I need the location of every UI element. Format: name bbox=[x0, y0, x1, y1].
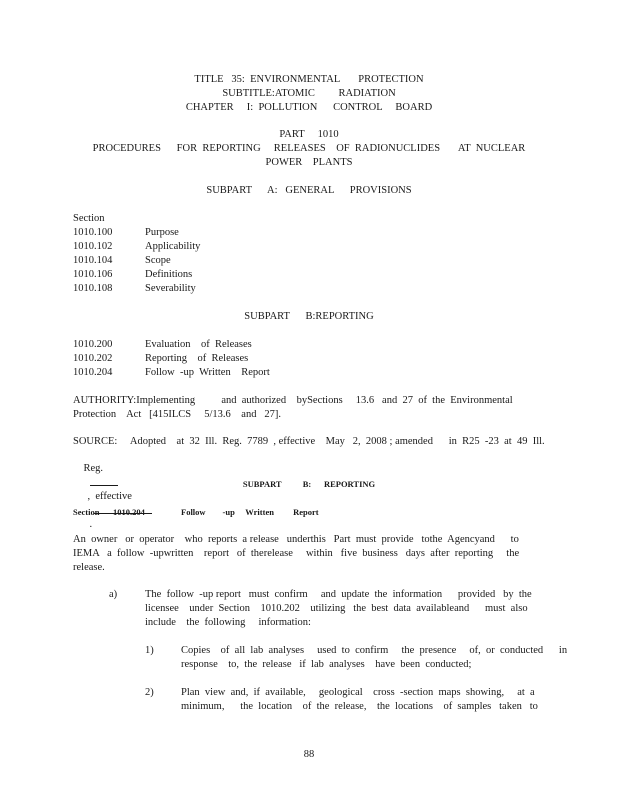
toc-number: 1010.200 bbox=[73, 339, 113, 350]
toc-number: 1010.106 bbox=[73, 269, 113, 280]
toc-number: 1010.108 bbox=[73, 283, 113, 294]
part-line: PART 1010 bbox=[279, 129, 339, 140]
toc-number: 1010.202 bbox=[73, 353, 113, 364]
subsection-a-line-2: licensee under Section 1010.202 utilizing the best data availableand must also bbox=[145, 603, 528, 614]
subpart-a-heading: SUBPART A: GENERAL PROVISIONS bbox=[206, 185, 412, 196]
item-1-line-2: response to, the release if lab analyses have been conducted; bbox=[181, 659, 472, 670]
intro-line-3: release. bbox=[73, 562, 105, 573]
part-title-line-2: POWER PLANTS bbox=[265, 157, 353, 168]
item-1-line-1: Copies of all lab analyses used to confirm the presence of, or conducted in bbox=[181, 645, 568, 656]
source-line-1: SOURCE: Adopted at 32 Ill. Reg. 7789 , effective May 2, 2008 ; amended in R25 -23 at 49 Ill. bbox=[73, 436, 545, 447]
toc-title: Reporting of Releases bbox=[145, 353, 249, 364]
section-label: Section bbox=[73, 507, 100, 517]
subsection-a-label: a) bbox=[109, 589, 118, 600]
toc-number: 1010.100 bbox=[73, 227, 113, 238]
section-title: Follow -up Written Report bbox=[181, 507, 319, 517]
item-1-label: 1) bbox=[145, 645, 154, 656]
item-2-line-1: Plan view and, if available, geological cross -section maps showing, at a bbox=[181, 687, 535, 698]
toc-title: Severability bbox=[145, 283, 196, 294]
toc-title: Follow -up Written Report bbox=[145, 367, 270, 378]
chapter-line: CHAPTER I: POLLUTION CONTROL BOARD bbox=[185, 102, 433, 113]
subtitle-line: SUBTITLE:ATOMIC RADIATION bbox=[222, 88, 396, 99]
part-title-line-1: PROCEDURES FOR REPORTING RELEASES OF RADIONUCLIDES AT NUCLEAR bbox=[92, 143, 526, 154]
item-2-line-2: minimum, the location of the release, the locations of samples taken to bbox=[181, 701, 538, 712]
source-line-2 bbox=[73, 449, 152, 544]
item-2-label: 2) bbox=[145, 687, 154, 698]
page-number: 88 bbox=[303, 749, 315, 760]
section-number: 1010.204 bbox=[113, 507, 145, 517]
toc-title: Definitions bbox=[145, 269, 193, 280]
authority-line-2: Protection Act [415ILCS 5/13.6 and 27]. bbox=[73, 409, 281, 420]
subpart-b-section-heading: SUBPART B: REPORTING bbox=[242, 479, 376, 489]
source-effective-label: , effective bbox=[87, 491, 132, 502]
toc-title: Scope bbox=[145, 255, 171, 266]
toc-title: Evaluation of Releases bbox=[145, 339, 252, 350]
toc-title: Applicability bbox=[145, 241, 201, 252]
intro-line-1: An owner or operator who reports a release underthis Part must provide tothe Agencyand to bbox=[73, 534, 519, 545]
subsection-a-line-1: The follow -up report must confirm and update the information provided by the bbox=[145, 589, 532, 600]
source-period: . bbox=[89, 519, 93, 530]
subpart-b-heading: SUBPART B:REPORTING bbox=[244, 311, 374, 322]
subsection-a-line-3: include the following information: bbox=[145, 617, 311, 628]
intro-line-2: IEMA a follow -upwritten report of therelease within five business days after reporting the bbox=[73, 548, 520, 559]
toc-number: 1010.204 bbox=[73, 367, 113, 378]
toc-number: 1010.104 bbox=[73, 255, 113, 266]
toc-section-label: Section bbox=[73, 213, 105, 224]
toc-title: Purpose bbox=[145, 227, 179, 238]
title-line: TITLE 35: ENVIRONMENTAL PROTECTION bbox=[194, 74, 424, 85]
toc-number: 1010.102 bbox=[73, 241, 113, 252]
source-reg-label: Reg. bbox=[83, 463, 104, 474]
authority-line-1: AUTHORITY:Implementing and authorized bySections 13.6 and 27 of the Environmental bbox=[73, 395, 513, 406]
